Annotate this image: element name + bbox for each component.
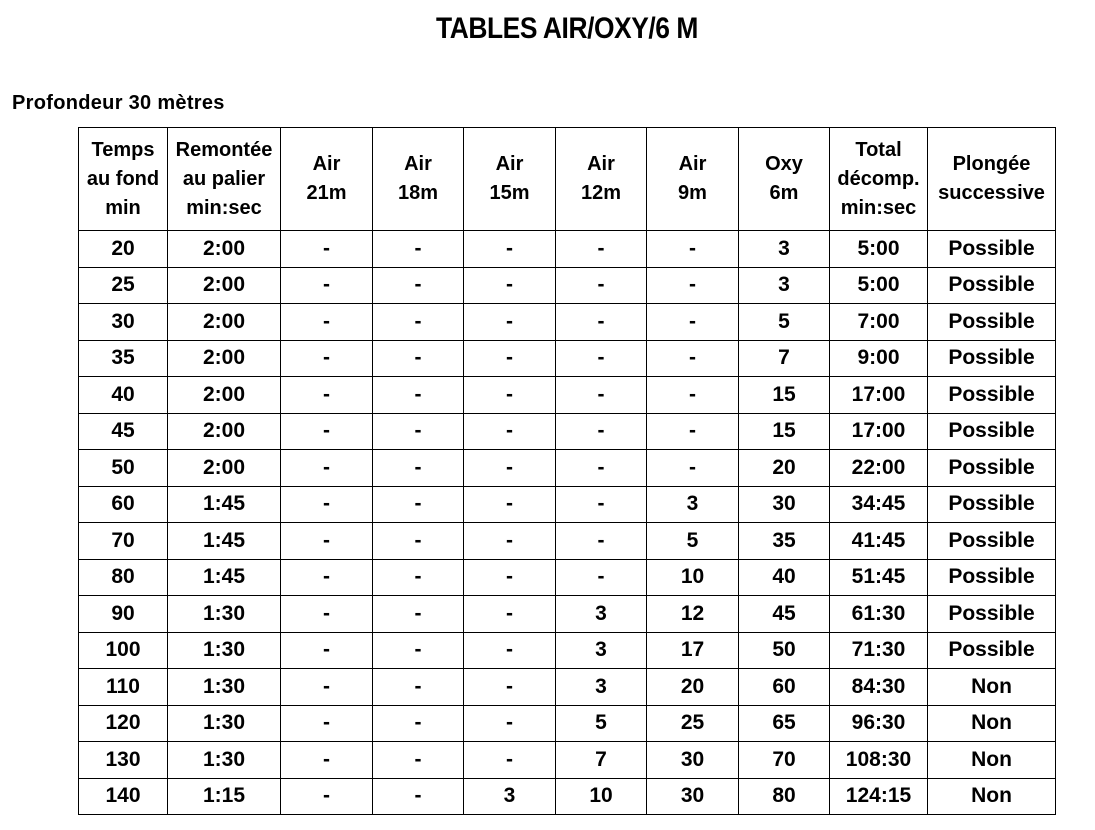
table-cell: 120 [79, 705, 168, 742]
table-cell: 2:00 [168, 413, 281, 450]
table-cell: - [647, 450, 739, 487]
column-header-line: Air [678, 153, 707, 175]
table-cell: - [373, 669, 464, 706]
table-cell: - [373, 231, 464, 268]
table-cell: - [556, 304, 647, 341]
table-cell: 3 [739, 231, 830, 268]
table-cell: - [556, 340, 647, 377]
table-cell: - [464, 632, 556, 669]
table-cell: - [464, 705, 556, 742]
table-row [79, 486, 1056, 523]
column-header-line: successive [938, 182, 1045, 204]
column-header-line: Oxy [765, 153, 803, 175]
column-header [281, 128, 373, 231]
table-cell: - [281, 742, 373, 779]
table-cell: Possible [928, 340, 1056, 377]
table-cell: Possible [928, 523, 1056, 560]
table-cell: 20 [739, 450, 830, 487]
column-header-line: Plongée [952, 153, 1031, 175]
column-header-line: décomp. [837, 167, 920, 190]
table-cell: - [281, 705, 373, 742]
table-cell: - [281, 450, 373, 487]
table-row [79, 304, 1056, 341]
column-header [739, 128, 830, 231]
table-cell: - [464, 413, 556, 450]
table-cell: - [373, 450, 464, 487]
table-cell: - [647, 377, 739, 414]
table-cell: 1:45 [168, 559, 281, 596]
table-cell: - [556, 486, 647, 523]
table-cell: 110 [79, 669, 168, 706]
column-header-line: Air [404, 153, 432, 175]
column-header [830, 128, 928, 231]
table-cell: 15 [739, 413, 830, 450]
table-cell: 140 [79, 778, 168, 815]
table-row [79, 778, 1056, 815]
table-cell: 3 [647, 486, 739, 523]
table-cell: - [464, 231, 556, 268]
table-cell: 60 [79, 486, 168, 523]
page-title: TABLES AIR/OXY/6 M [436, 12, 698, 45]
table-cell: - [373, 596, 464, 633]
table-row [79, 377, 1056, 414]
table-cell: 80 [739, 778, 830, 815]
table-cell: 30 [79, 304, 168, 341]
table-cell: Possible [928, 413, 1056, 450]
table-cell: 1:30 [168, 632, 281, 669]
table-cell: 5:00 [830, 267, 928, 304]
table-cell: 7 [556, 742, 647, 779]
table-cell: - [373, 267, 464, 304]
column-header-line: Air [312, 153, 341, 175]
column-header [79, 128, 168, 231]
table-cell: Possible [928, 559, 1056, 596]
table-row [79, 669, 1056, 706]
table-cell: 3 [739, 267, 830, 304]
table-cell: 1:30 [168, 596, 281, 633]
table-cell: 51:45 [830, 559, 928, 596]
table-cell: - [281, 340, 373, 377]
table-cell: 2:00 [168, 231, 281, 268]
table-cell: - [281, 377, 373, 414]
table-cell: - [464, 742, 556, 779]
table-cell: 2:00 [168, 304, 281, 341]
table-cell: 5 [739, 304, 830, 341]
table-cell: - [556, 377, 647, 414]
table-cell: - [281, 596, 373, 633]
table-cell: - [464, 523, 556, 560]
table-cell: Possible [928, 596, 1056, 633]
table-cell: 22:00 [830, 450, 928, 487]
table-body [79, 231, 1056, 815]
table-cell: - [281, 523, 373, 560]
table-row [79, 742, 1056, 779]
column-header-line: min:sec [186, 196, 262, 219]
table-cell: - [464, 596, 556, 633]
table-cell: - [647, 267, 739, 304]
table-cell: 80 [79, 559, 168, 596]
table-cell: 2:00 [168, 267, 281, 304]
table-cell: 90 [79, 596, 168, 633]
table-cell: 1:30 [168, 669, 281, 706]
table-cell: 35 [79, 340, 168, 377]
table-cell: 34:45 [830, 486, 928, 523]
table-cell: - [464, 559, 556, 596]
table-cell: - [464, 267, 556, 304]
table-cell: Non [928, 742, 1056, 779]
table-cell: Possible [928, 231, 1056, 268]
table-cell: - [373, 559, 464, 596]
table-row [79, 559, 1056, 596]
table-cell: 2:00 [168, 377, 281, 414]
table-cell: - [647, 304, 739, 341]
table-cell: 1:30 [168, 742, 281, 779]
table-cell: - [281, 778, 373, 815]
table-cell: 12 [647, 596, 739, 633]
table-cell: 45 [79, 413, 168, 450]
table-cell: 7 [739, 340, 830, 377]
table-cell: 10 [647, 559, 739, 596]
table-cell: - [281, 632, 373, 669]
column-header-line: 21m [306, 182, 347, 204]
table-row [79, 705, 1056, 742]
column-header [928, 128, 1056, 231]
table-cell: - [464, 486, 556, 523]
table-cell: 3 [464, 778, 556, 815]
column-header-line: 6m [769, 182, 799, 204]
table-cell: 3 [556, 632, 647, 669]
table-cell: - [281, 231, 373, 268]
table-cell: Possible [928, 486, 1056, 523]
column-header-line: 15m [489, 182, 530, 204]
table-cell: - [464, 304, 556, 341]
table-cell: - [556, 231, 647, 268]
table-cell: 41:45 [830, 523, 928, 560]
table-cell: Possible [928, 632, 1056, 669]
table-cell: Possible [928, 450, 1056, 487]
table-cell: - [556, 450, 647, 487]
table-row [79, 267, 1056, 304]
table-cell: 20 [647, 669, 739, 706]
table-cell: - [373, 377, 464, 414]
column-header-line: min:sec [840, 196, 917, 219]
column-header-line: 9m [678, 182, 707, 204]
table-cell: - [373, 413, 464, 450]
column-header-line: Air [495, 153, 524, 175]
table-cell: 124:15 [830, 778, 928, 815]
table-cell: Non [928, 669, 1056, 706]
table-cell: 108:30 [830, 742, 928, 779]
table-cell: - [373, 778, 464, 815]
table-cell: 3 [556, 596, 647, 633]
table-cell: 70 [739, 742, 830, 779]
table-cell: 1:45 [168, 523, 281, 560]
table-row [79, 413, 1056, 450]
table-cell: 65 [739, 705, 830, 742]
table-cell: - [373, 632, 464, 669]
column-header-line: au palier [182, 167, 266, 190]
table-header-row [79, 128, 1056, 231]
table-cell: Possible [928, 267, 1056, 304]
table-cell: 30 [647, 742, 739, 779]
table-cell: - [647, 231, 739, 268]
table-cell: 100 [79, 632, 168, 669]
table-cell: 2:00 [168, 340, 281, 377]
table-cell: 96:30 [830, 705, 928, 742]
column-header-line: Remontée [175, 138, 273, 161]
table-cell: - [556, 559, 647, 596]
table-cell: - [464, 377, 556, 414]
table-cell: 84:30 [830, 669, 928, 706]
table-cell: - [373, 523, 464, 560]
table-row [79, 596, 1056, 633]
table-cell: 50 [739, 632, 830, 669]
table-cell: - [647, 340, 739, 377]
table-cell: Possible [928, 304, 1056, 341]
table-cell: - [373, 486, 464, 523]
table-cell: - [556, 523, 647, 560]
table-cell: 35 [739, 523, 830, 560]
table-cell: 5:00 [830, 231, 928, 268]
table-cell: - [281, 267, 373, 304]
column-header [373, 128, 464, 231]
table-cell: Non [928, 705, 1056, 742]
table-row [79, 632, 1056, 669]
table-cell: 15 [739, 377, 830, 414]
table-cell: - [373, 340, 464, 377]
table-cell: 9:00 [830, 340, 928, 377]
table-row [79, 523, 1056, 560]
table-cell: 17:00 [830, 377, 928, 414]
table-cell: 25 [647, 705, 739, 742]
table-cell: - [373, 705, 464, 742]
table-cell: Possible [928, 377, 1056, 414]
column-header-line: 18m [397, 182, 439, 204]
table-cell: - [373, 304, 464, 341]
column-header [168, 128, 281, 231]
table-cell: - [464, 340, 556, 377]
table-cell: - [281, 559, 373, 596]
table-cell: 1:15 [168, 778, 281, 815]
table-cell: 1:30 [168, 705, 281, 742]
column-header [647, 128, 739, 231]
table-cell: - [464, 669, 556, 706]
table-cell: 30 [739, 486, 830, 523]
table-cell: 17:00 [830, 413, 928, 450]
table-cell: 45 [739, 596, 830, 633]
table-cell: - [464, 450, 556, 487]
table-cell: - [281, 413, 373, 450]
table-cell: - [647, 413, 739, 450]
table-cell: 70 [79, 523, 168, 560]
table-cell: - [281, 304, 373, 341]
table-cell: 25 [79, 267, 168, 304]
table-cell: 10 [556, 778, 647, 815]
column-header-line: au fond [86, 167, 160, 190]
table-cell: 17 [647, 632, 739, 669]
table-row [79, 340, 1056, 377]
column-header-line: min [105, 196, 141, 219]
depth-subtitle: Profondeur 30 mètres [12, 92, 225, 114]
column-header-line: Temps [91, 138, 155, 161]
column-header [464, 128, 556, 231]
table-cell: - [556, 267, 647, 304]
table-cell: 5 [647, 523, 739, 560]
table-cell: 130 [79, 742, 168, 779]
decompression-table [78, 127, 1056, 815]
table-cell: 20 [79, 231, 168, 268]
table-row [79, 231, 1056, 268]
table-row [79, 450, 1056, 487]
table-cell: Non [928, 778, 1056, 815]
table-cell: 60 [739, 669, 830, 706]
table-cell: 7:00 [830, 304, 928, 341]
column-header-line: Total [855, 138, 902, 161]
table-cell: - [281, 486, 373, 523]
table-cell: 3 [556, 669, 647, 706]
table-cell: 2:00 [168, 450, 281, 487]
table-cell: 40 [739, 559, 830, 596]
table-cell: 50 [79, 450, 168, 487]
column-header-line: Air [587, 153, 615, 175]
table-cell: - [556, 413, 647, 450]
table-cell: 40 [79, 377, 168, 414]
table-cell: - [281, 669, 373, 706]
table-cell: 61:30 [830, 596, 928, 633]
table-cell: 30 [647, 778, 739, 815]
table-cell: 71:30 [830, 632, 928, 669]
column-header [556, 128, 647, 231]
table-cell: 1:45 [168, 486, 281, 523]
table-cell: 5 [556, 705, 647, 742]
table-cell: - [373, 742, 464, 779]
column-header-line: 12m [580, 182, 622, 204]
